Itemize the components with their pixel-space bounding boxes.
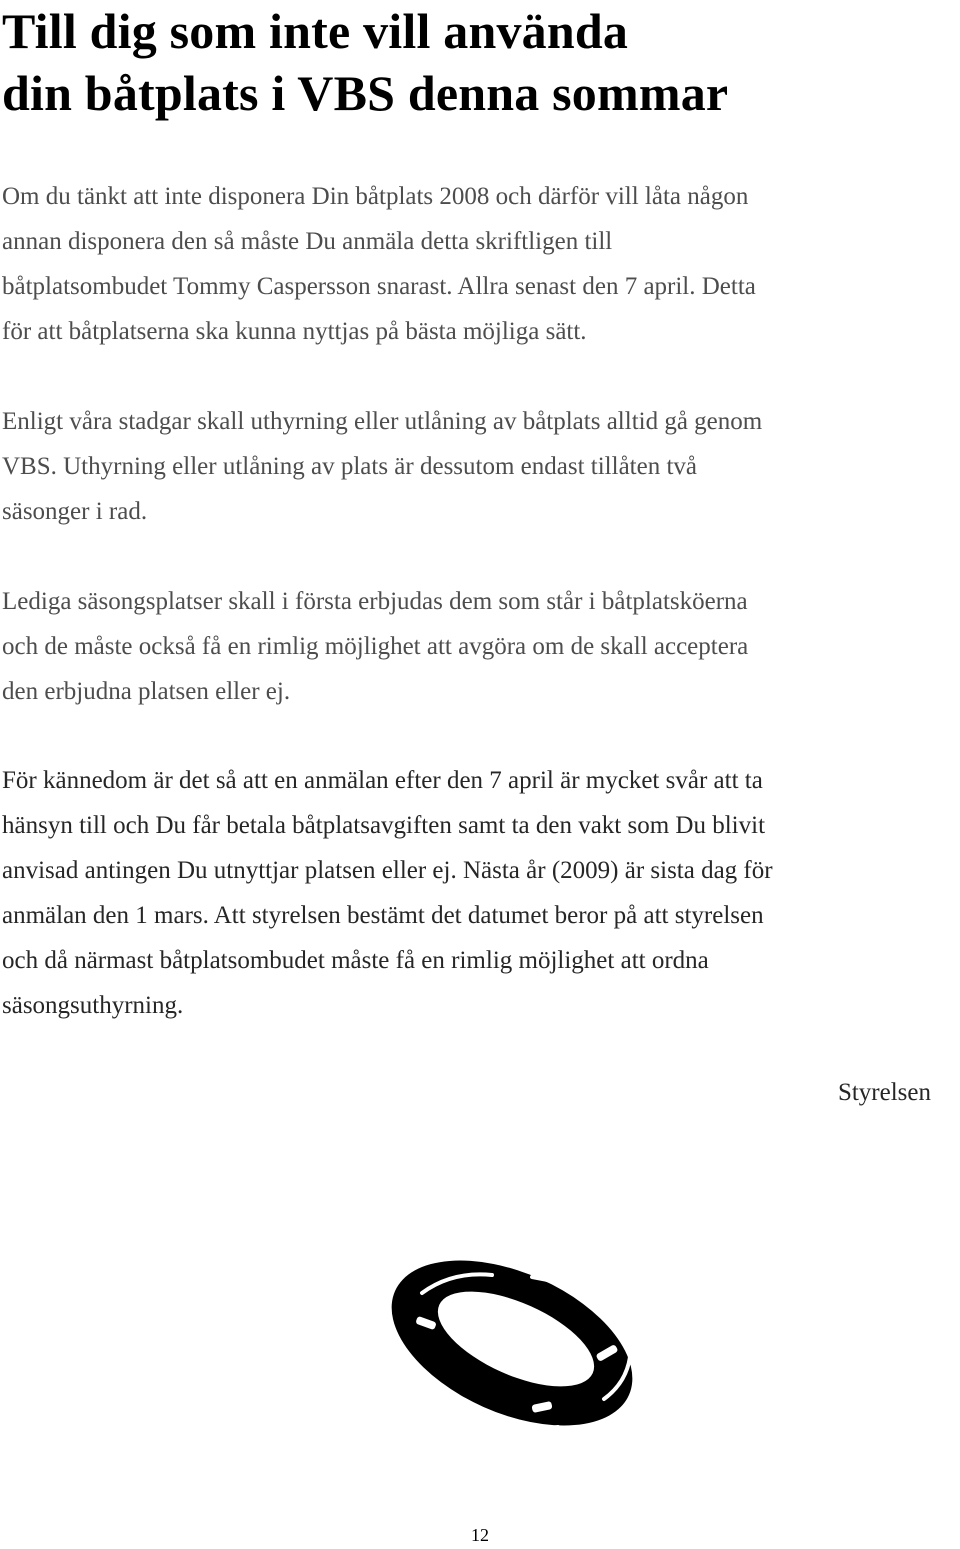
title-line-2: din båtplats i VBS denna sommar (2, 65, 729, 121)
text-line: För kännedom är det så att en anmälan efter den 7 april är mycket svår att ta (2, 767, 763, 794)
paragraph-notice (2, 174, 958, 354)
text-line: och då närmast båtplatsombudet måste få en rimlig möjlighet att ordna (2, 947, 709, 974)
text-line: anvisad antingen Du utnyttjar platsen eller ej. Nästa år (2009) är sista dag för (2, 857, 773, 884)
page-title (2, 0, 958, 124)
text-line: och de måste också få en rimlig möjlighet att avgöra om de skall acceptera (2, 633, 749, 660)
lifebuoy-icon (382, 1253, 644, 1443)
text-line: säsonger i rad. (2, 498, 148, 525)
page-number: 12 (471, 1525, 489, 1545)
text-line: för att båtplatserna ska kunna nyttjas på bästa möjliga sätt. (2, 318, 587, 345)
text-line: Om du tänkt att inte disponera Din båtplats 2008 och därför vill låta någon (2, 183, 749, 210)
text-line: säsongsuthyrning. (2, 992, 184, 1019)
text-line: annan disponera den så måste Du anmäla detta skriftligen till (2, 228, 613, 255)
title-line-1: Till dig som inte vill använda (2, 3, 629, 59)
text-line: VBS. Uthyrning eller utlåning av plats är dessutom endast tillåten två (2, 453, 698, 480)
text-line: hänsyn till och Du får betala båtplatsavgiften samt ta den vakt som Du blivit (2, 812, 766, 839)
paragraph-deadline (2, 758, 958, 1028)
paragraph-statutes (2, 399, 958, 534)
text-line: den erbjudna platsen eller ej. (2, 678, 291, 705)
text-line: anmälan den 1 mars. Att styrelsen bestämt det datumet beror på att styrelsen (2, 902, 764, 929)
text-line: Lediga säsongsplatser skall i första erbjudas dem som står i båtplatsköerna (2, 588, 748, 615)
text-line: båtplatsombudet Tommy Caspersson snarast. Allra senast den 7 april. Detta (2, 273, 756, 300)
text-line: Enligt våra stadgar skall uthyrning eller utlåning av båtplats alltid gå genom (2, 408, 763, 435)
signature: Styrelsen (837, 1079, 931, 1106)
paragraph-vacant-places (2, 579, 958, 714)
